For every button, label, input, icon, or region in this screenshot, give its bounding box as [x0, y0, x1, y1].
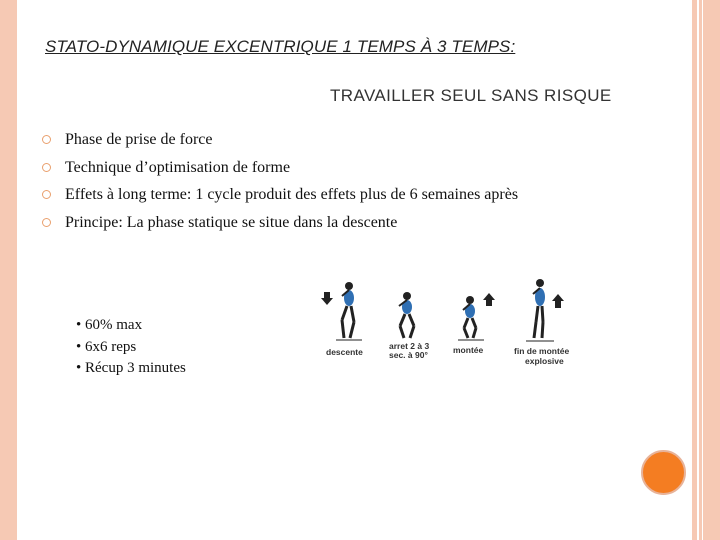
- protocol-list: [76, 317, 186, 382]
- bullet-circle-icon: [42, 163, 51, 172]
- arrow-up-icon: [483, 293, 495, 306]
- montee-figure: [458, 293, 495, 340]
- bullet-circle-icon: [42, 218, 51, 227]
- decorative-orange-circle: [641, 450, 686, 495]
- protocol-item: • 6x6 reps: [76, 338, 137, 355]
- arrow-down-icon: [321, 292, 333, 305]
- bullet-list: [42, 131, 518, 241]
- label-fin-de-montee: fin de montée: [514, 346, 570, 356]
- label-arret-detail: sec. à 90°: [389, 350, 428, 360]
- squat-sequence-illustration: [318, 278, 588, 373]
- protocol-item: • 60% max: [76, 317, 143, 333]
- label-descente: descente: [326, 347, 363, 357]
- bullet-item: [42, 214, 518, 242]
- bullet-text: Technique d’optimisation de forme: [65, 158, 291, 176]
- label-arret: arret 2 à 3: [389, 341, 430, 351]
- descente-figure: [321, 282, 362, 340]
- bullet-text: Phase de prise de force: [65, 131, 213, 148]
- label-explosive: explosive: [525, 356, 564, 366]
- arrow-up-icon: [552, 294, 564, 308]
- bullet-circle-icon: [42, 135, 51, 144]
- arret-figure: [399, 292, 414, 338]
- bullet-circle-icon: [42, 190, 51, 199]
- left-border: [0, 0, 17, 540]
- bullet-text: Effets à long terme: 1 cycle produit des effets plus de 6 semaines après: [65, 186, 519, 203]
- protocol-item: • Récup 3 minutes: [76, 360, 186, 376]
- right-border-line: [702, 0, 703, 540]
- label-montee: montée: [453, 345, 484, 355]
- bullet-item: [42, 159, 518, 187]
- fin-de-montee-figure: [526, 279, 564, 341]
- bullet-text: Principe: La phase statique se situe dans la descente: [65, 213, 398, 231]
- slide-title: STATO-DYNAMIQUE EXCENTRIQUE 1 TEMPS À 3 TEMPS:: [45, 37, 516, 56]
- right-border-stripe: [697, 0, 699, 540]
- bullet-item: [42, 186, 518, 214]
- slide-subtitle: TRAVAILLER SEUL SANS RISQUE: [330, 86, 612, 105]
- bullet-item: [42, 131, 518, 159]
